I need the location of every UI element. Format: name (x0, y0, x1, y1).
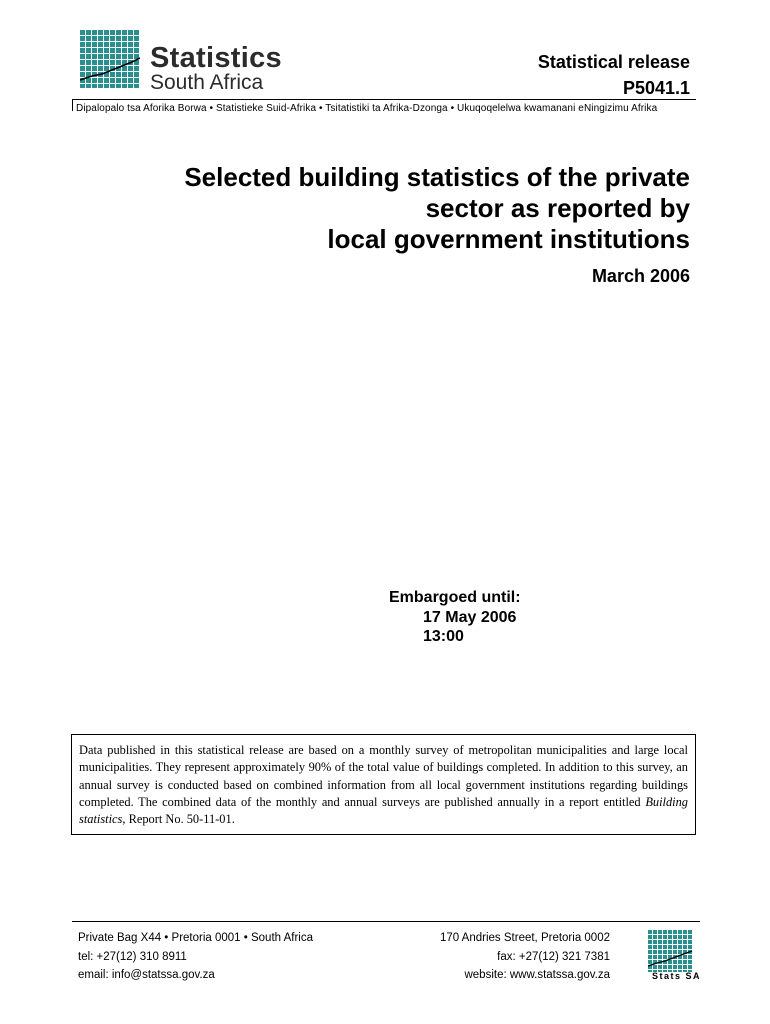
release-type: Statistical release (537, 52, 690, 72)
title-line-1: Selected building statistics of the private (184, 162, 690, 192)
stats-sa-logo-icon (80, 30, 140, 88)
notice-text: Data published in this statistical release are based on a monthly survey of metropolitan municipalities and large local municipalities. They represent approximately 90% of the total value of buildings completed. In addition to this survey, an annual survey is conducted based on combined information from all local government institutions regarding buildings completed. The combined data of the monthly and annual surveys are published annually in a report entitled (79, 743, 688, 809)
header-divider (72, 99, 696, 100)
notice-report-number: , Report No. 50-11-01. (122, 812, 235, 827)
website-link[interactable]: website: www.statssa.gov.za (464, 969, 610, 981)
publication-title (90, 162, 690, 255)
footer-logo-text: Stats SA (652, 971, 702, 981)
logo-subtitle: South Africa (150, 71, 264, 94)
embargo-time: 13:00 (423, 628, 464, 645)
title-line-3: local government institutions (327, 224, 690, 254)
footer-divider (72, 921, 700, 922)
multilingual-tagline: Dipalopalo tsa Aforika Borwa • Statistieke Suid-Afrika • Tsitatistiki ta Afrika-Dzonga • Ukuqoqelelwa kwamanani eNingizimu Afrika (76, 103, 658, 114)
publication-period: March 2006 (591, 266, 690, 286)
embargo-date: 17 May 2006 (423, 609, 517, 626)
release-code: P5041.1 (622, 78, 690, 98)
street-contact (440, 929, 610, 985)
header-divider-tick (72, 99, 73, 111)
telephone: tel: +27(12) 310 8911 (78, 950, 187, 963)
postal-contact (78, 929, 313, 985)
release-notice-box (71, 734, 696, 835)
title-line-2: sector as reported by (425, 193, 690, 223)
stats-sa-footer-logo-icon (648, 930, 692, 972)
street-address: 170 Andries Street, Pretoria 0002 (439, 932, 610, 944)
postal-address: Private Bag X44 • Pretoria 0001 • South Africa (78, 932, 313, 944)
email-link[interactable]: email: info@statssa.gov.za (78, 969, 215, 981)
report-title: Building statistics (79, 794, 688, 827)
embargo-label: Embargoed until: (389, 589, 521, 606)
logo-title: Statistics (150, 42, 282, 74)
fax: fax: +27(12) 321 7381 (497, 950, 610, 963)
